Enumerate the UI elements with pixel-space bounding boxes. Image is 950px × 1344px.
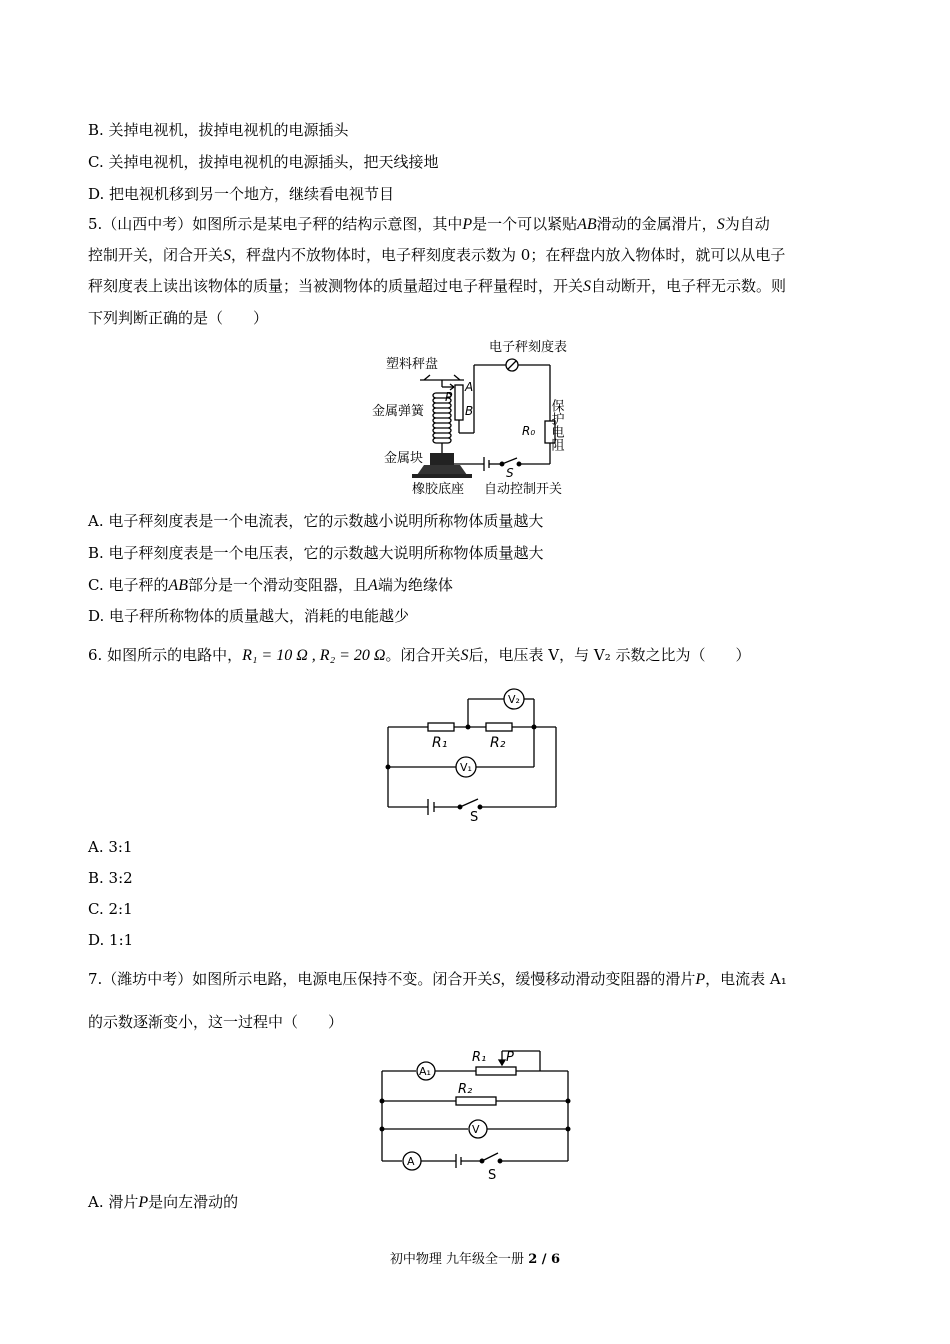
r1-label: R₁ xyxy=(432,735,448,751)
voltmeter-v-label: V xyxy=(472,1123,480,1136)
footer-text: 初中物理 九年级全一册 xyxy=(389,1252,525,1267)
ammeter-a1-label: A₁ xyxy=(419,1065,431,1078)
q7-stem-line2: 的示数逐渐变小，这一过程中（ ） xyxy=(88,1013,344,1031)
q6-option-b: B. 3:2 xyxy=(88,869,133,887)
plastic-pan-label: 塑料秤盘 xyxy=(386,357,439,372)
q5-stem-line3: 秤刻度表上读出该物体的质量；当被测物体的质量超过电子秤量程时，开关S自动断开，电子秤无示数。则 xyxy=(88,277,787,295)
q5-stem-line1: 5.（山西中考）如图所示是某电子秤的结构示意图，其中P是一个可以紧贴AB滑动的金属滑片，S为自动 xyxy=(88,215,770,233)
end-a-label: A xyxy=(465,380,474,394)
q4-option-c: C. 关掉电视机，拔掉电视机的电源插头，把天线接地 xyxy=(88,153,439,171)
q6-option-c: C. 2:1 xyxy=(88,900,133,918)
q6-option-d: D. 1:1 xyxy=(88,931,134,949)
q4-option-d: D. 把电视机移到另一个地方，继续看电视节目 xyxy=(88,185,395,203)
rubber-base-label: 橡胶底座 xyxy=(412,482,465,497)
slider-p-label: P xyxy=(506,1050,514,1065)
r0-label: R₀ xyxy=(522,424,536,438)
page-number: 2 / 6 xyxy=(528,1252,561,1267)
q7-option-a: A. 滑片P是向左滑动的 xyxy=(88,1193,239,1211)
slider-p-label: P xyxy=(445,390,453,404)
r2-label: R₂ xyxy=(490,735,506,751)
scale-meter-label: 电子秤刻度表 xyxy=(489,340,568,355)
q5-option-d: D. 电子秤所称物体的质量越大，消耗的电能越少 xyxy=(88,607,410,625)
auto-switch-label: 自动控制开关 xyxy=(484,482,563,497)
ammeter-a-label: A xyxy=(407,1155,415,1168)
metal-block-label: 金属块 xyxy=(384,451,424,466)
switch-s-label: S xyxy=(470,810,479,823)
q5-option-b: B. 电子秤刻度表是一个电压表，它的示数越大说明所称物体质量越大 xyxy=(88,544,544,562)
r2-label: R₂ xyxy=(458,1082,473,1097)
q7-stem-line1: 7.（潍坊中考）如图所示电路，电源电压保持不变。闭合开关S，缓慢移动滑动变阻器的滑片P，电流表 A₁ xyxy=(88,970,787,988)
q6-option-a: A. 3:1 xyxy=(88,838,133,856)
q5-option-a: A. 电子秤刻度表是一个电流表，它的示数越小说明所称物体质量越大 xyxy=(88,512,544,530)
q5-stem-line4: 下列判断正确的是（ ） xyxy=(88,309,269,327)
q7-circuit-figure xyxy=(372,1043,582,1183)
page-footer xyxy=(0,1248,950,1267)
q6-stem: 6. 如图所示的电路中，R₁ = 10 Ω , R₂ = 20 Ω。闭合开关S后，电压表 V，与 V₂ 示数之比为（ ） xyxy=(88,646,751,664)
voltmeter-v1-label: V₁ xyxy=(460,761,472,774)
voltmeter-v2-label: V₂ xyxy=(508,693,520,706)
end-b-label: B xyxy=(465,404,474,418)
electronic-scale-figure xyxy=(372,335,592,500)
switch-s-label: S xyxy=(488,1168,497,1183)
q5-option-c: C. 电子秤的AB部分是一个滑动变阻器，且A端为绝缘体 xyxy=(88,576,453,594)
q6-circuit-figure xyxy=(378,683,578,823)
q5-stem-line2: 控制开关，闭合开关S，秤盘内不放物体时，电子秤刻度表示数为 0；在秤盘内放入物体时，就可以从电子 xyxy=(88,246,786,264)
switch-s-label: S xyxy=(506,466,514,480)
r1-label: R₁ xyxy=(472,1050,487,1065)
metal-spring-label: 金属弹簧 xyxy=(372,404,425,419)
q4-option-b: B. 关掉电视机，拔掉电视机的电源插头 xyxy=(88,121,349,139)
protect-resistor-label: 保护电阻 xyxy=(548,399,564,451)
